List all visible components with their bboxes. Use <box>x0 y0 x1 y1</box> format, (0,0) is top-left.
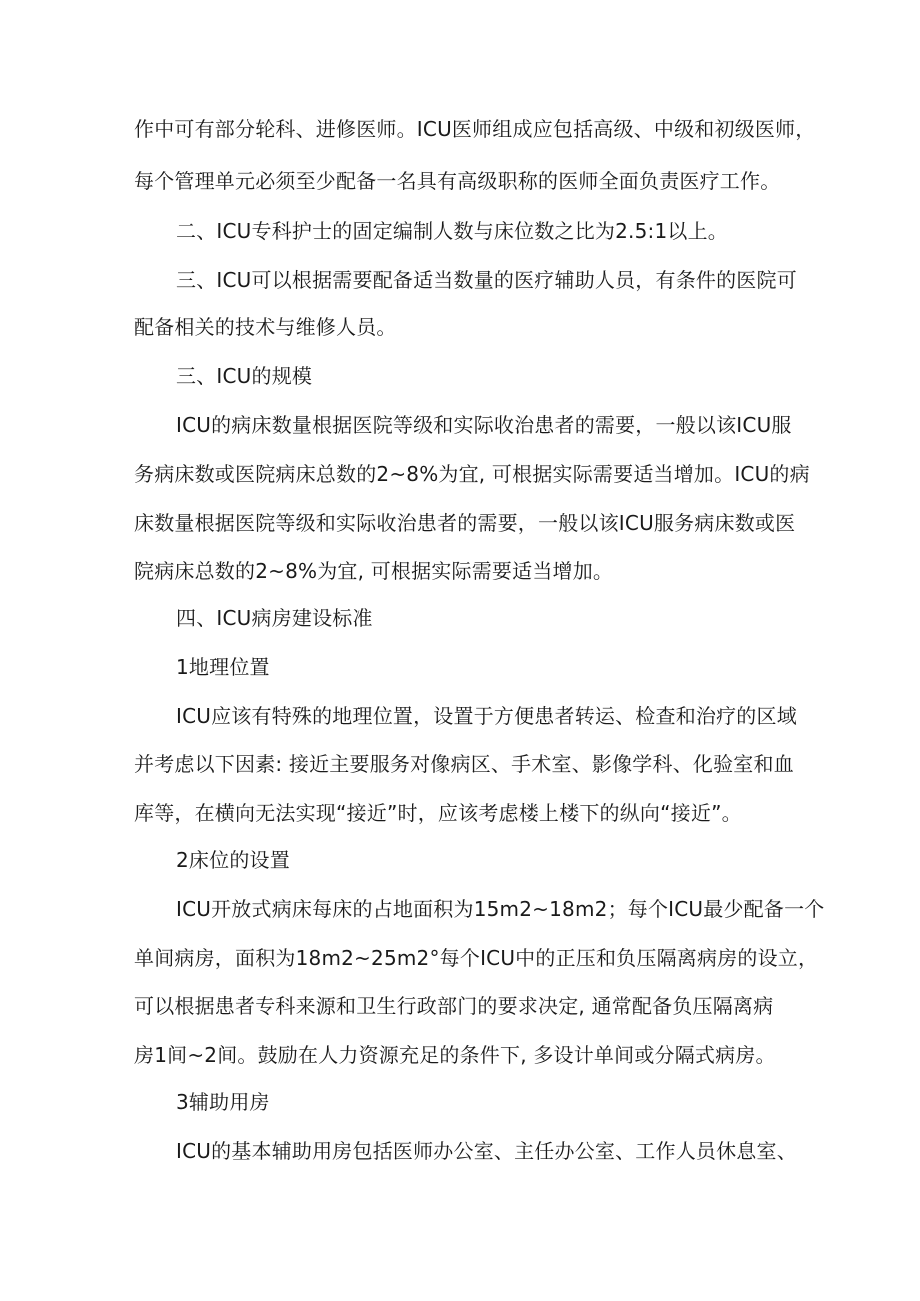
paragraph-line: ICU开放式病床每床的占地面积为15m2~18m2；每个ICU最少配备一个 <box>176 897 825 921</box>
paragraph-line: 单间病房，面积为18m2~25m2°每个ICU中的正压和负压隔离病房的设立， <box>134 946 819 970</box>
subsection-heading: 3辅助用房 <box>176 1090 270 1114</box>
paragraph-line: ICU应该有特殊的地理位置，设置于方便患者转运、检查和治疗的区域 <box>176 704 797 728</box>
paragraph-line: ICU的病床数量根据医院等级和实际收治患者的需要，一般以该ICU服 <box>176 413 792 437</box>
paragraph-line: 并考虑以下因素: 接近主要服务对像病区、手术室、影像学科、化验室和血 <box>134 752 794 776</box>
paragraph-line: 二、ICU专科护士的固定编制人数与床位数之比为2.5:1以上。 <box>176 219 728 243</box>
paragraph-line: 可以根据患者专科来源和卫生行政部门的要求决定, 通常配备负压隔离病 <box>134 994 774 1018</box>
paragraph-line: 房1间~2间。鼓励在人力资源充足的条件下, 多设计单间或分隔式病房。 <box>134 1043 776 1067</box>
paragraph-line: 每个管理单元必须至少配备一名具有高级职称的医师全面负责医疗工作。 <box>134 169 781 193</box>
paragraph-line: 配备相关的技术与维修人员。 <box>134 315 397 339</box>
paragraph-line: 库等，在横向无法实现“接近”时，应该考虑楼上楼下的纵向“接近”。 <box>134 801 742 825</box>
paragraph-line: 三、ICU可以根据需要配备适当数量的医疗辅助人员，有条件的医院可 <box>176 268 797 292</box>
section-heading: 三、ICU的规模 <box>176 364 313 388</box>
subsection-heading: 2床位的设置 <box>176 848 290 872</box>
paragraph-line: 院病床总数的2~8%为宜, 可根据实际需要适当增加。 <box>134 559 614 583</box>
section-heading: 四、ICU病房建设标准 <box>176 606 373 630</box>
subsection-heading: 1地理位置 <box>176 655 270 679</box>
paragraph-line: 床数量根据医院等级和实际收治患者的需要，一般以该ICU服务病床数或医 <box>134 511 796 535</box>
paragraph-line: 务病床数或医院病床总数的2~8%为宜, 可根据实际需要适当增加。ICU的病 <box>134 462 810 486</box>
paragraph-line: ICU的基本辅助用房包括医师办公室、主任办公室、工作人员休息室、 <box>176 1139 797 1163</box>
paragraph-line: 作中可有部分轮科、进修医师。ICU医师组成应包括高级、中级和初级医师， <box>134 117 816 141</box>
